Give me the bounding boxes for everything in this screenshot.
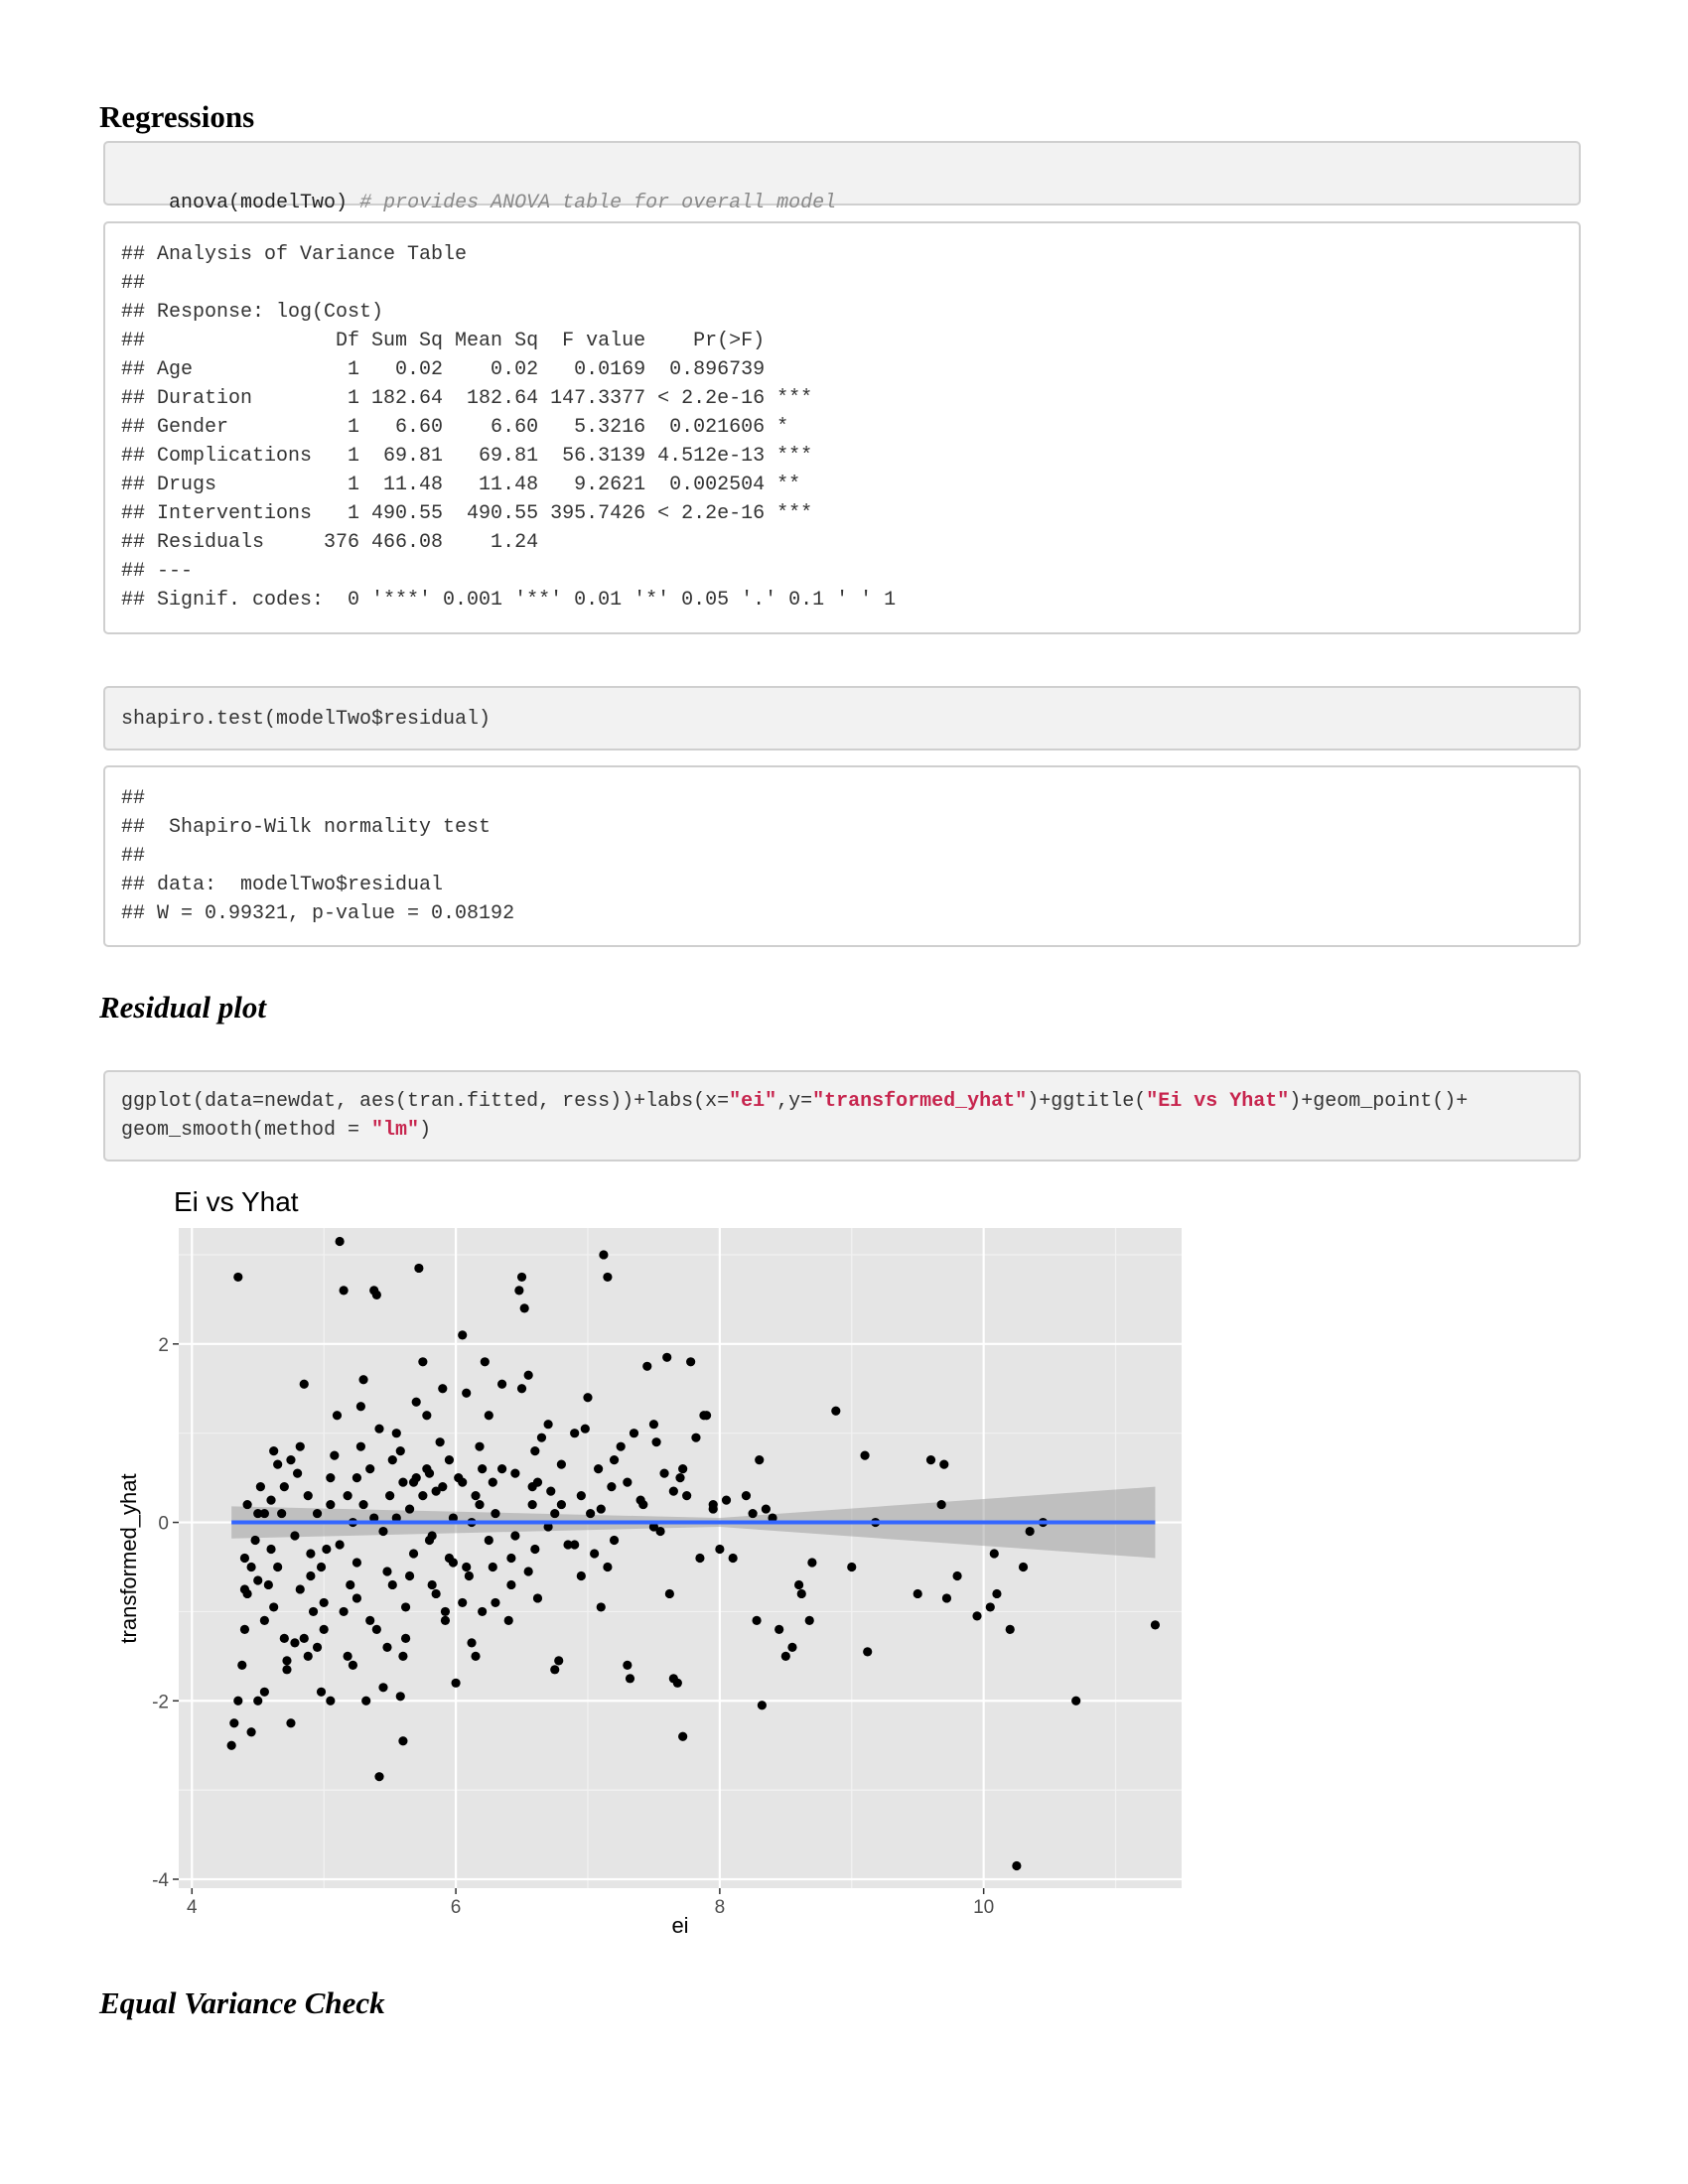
data-point: [626, 1674, 634, 1683]
data-point: [926, 1455, 935, 1464]
data-point: [418, 1357, 427, 1366]
data-point: [306, 1571, 315, 1580]
data-point: [385, 1491, 394, 1500]
data-point: [524, 1567, 533, 1575]
data-point: [401, 1602, 410, 1611]
data-point: [599, 1250, 608, 1259]
data-point: [405, 1571, 414, 1580]
data-point: [388, 1580, 397, 1589]
data-point: [530, 1545, 539, 1554]
data-point: [478, 1464, 487, 1473]
data-point: [762, 1504, 771, 1513]
data-point: [361, 1697, 370, 1706]
data-point: [1019, 1563, 1028, 1571]
data-point: [489, 1563, 497, 1571]
data-point: [506, 1554, 515, 1563]
data-point: [418, 1491, 427, 1500]
anova-output-line: ##: [121, 272, 146, 295]
data-point: [412, 1473, 421, 1482]
data-point: [382, 1567, 391, 1575]
data-point: [243, 1500, 252, 1509]
data-point: [471, 1491, 480, 1500]
data-point: [729, 1554, 738, 1563]
data-point: [623, 1478, 632, 1487]
data-point: [438, 1384, 447, 1393]
data-point: [352, 1473, 361, 1482]
data-point: [344, 1491, 352, 1500]
data-point: [1006, 1625, 1015, 1634]
data-point: [1071, 1697, 1080, 1706]
data-point: [489, 1478, 497, 1487]
data-point: [344, 1652, 352, 1661]
data-point: [939, 1460, 948, 1469]
data-point: [524, 1371, 533, 1380]
data-point: [260, 1616, 269, 1625]
data-point: [428, 1580, 437, 1589]
x-tick-label: 6: [450, 1897, 462, 1918]
data-point: [478, 1607, 487, 1616]
data-point: [313, 1509, 322, 1518]
data-point: [686, 1357, 695, 1366]
data-point: [546, 1487, 555, 1496]
data-point: [638, 1500, 647, 1509]
anova-output-line: ## Df Sum Sq Mean Sq F value Pr(>F): [121, 330, 766, 352]
data-point: [504, 1616, 513, 1625]
data-point: [237, 1661, 246, 1670]
data-point: [441, 1616, 450, 1625]
data-point: [491, 1598, 499, 1607]
data-point: [709, 1504, 718, 1513]
y-tick-label: -2: [152, 1692, 169, 1713]
data-point: [831, 1407, 840, 1416]
data-point: [557, 1500, 566, 1509]
data-point: [458, 1598, 467, 1607]
data-point: [300, 1634, 309, 1643]
data-point: [412, 1398, 421, 1407]
data-point: [570, 1540, 579, 1549]
data-point: [300, 1380, 309, 1389]
data-point: [432, 1589, 441, 1598]
data-point: [372, 1625, 381, 1634]
data-point: [748, 1509, 757, 1518]
shapiro-output-line: ## Shapiro-Wilk normality test: [121, 816, 492, 839]
data-point: [583, 1393, 592, 1402]
data-point: [662, 1353, 671, 1362]
data-point: [326, 1500, 335, 1509]
data-point: [277, 1509, 286, 1518]
data-point: [253, 1697, 262, 1706]
data-point: [517, 1384, 526, 1393]
anova-output-line: ## Duration 1 182.64 182.64 147.3377 < 2.2e-16 ***: [121, 387, 813, 410]
data-point: [755, 1455, 764, 1464]
data-point: [465, 1571, 474, 1580]
ggplot-line-1: ggplot(data=newdat, aes(tran.fitted, ress))+labs(x="ei",y="transformed_yhat")+ggtitle("Ei vs Yhat")+geom_point()+: [121, 1090, 1469, 1113]
data-point: [807, 1558, 816, 1567]
data-point: [937, 1500, 946, 1509]
y-axis-ticks: [152, 1335, 179, 1891]
data-point: [396, 1446, 405, 1455]
data-point: [462, 1563, 471, 1571]
data-point: [952, 1571, 961, 1580]
data-point: [577, 1571, 586, 1580]
anova-comment: # provides ANOVA table for overall model: [359, 192, 837, 214]
data-point: [378, 1683, 387, 1692]
anova-output-line: ## Response: log(Cost): [121, 301, 384, 324]
data-point: [240, 1584, 249, 1593]
data-point: [388, 1455, 397, 1464]
data-point: [428, 1531, 437, 1540]
data-point: [722, 1495, 731, 1504]
data-point: [409, 1549, 418, 1558]
data-point: [675, 1473, 684, 1482]
y-axis-label: transformed_yhat: [116, 1473, 141, 1644]
data-point: [475, 1442, 484, 1451]
data-point: [651, 1437, 660, 1446]
data-point: [233, 1273, 242, 1282]
data-point: [603, 1563, 612, 1571]
data-point: [304, 1652, 313, 1661]
data-point: [356, 1402, 365, 1411]
data-point: [356, 1442, 365, 1451]
data-point: [544, 1420, 553, 1429]
data-point: [590, 1549, 599, 1558]
data-point: [326, 1697, 335, 1706]
data-point: [577, 1491, 586, 1500]
data-point: [594, 1464, 603, 1473]
data-point: [229, 1718, 238, 1727]
data-point: [752, 1616, 761, 1625]
data-point: [422, 1411, 431, 1420]
data-point: [1151, 1620, 1160, 1629]
data-point: [382, 1643, 391, 1652]
anova-output-line: ## Gender 1 6.60 6.60 5.3216 0.021606 *: [121, 416, 789, 439]
data-point: [607, 1482, 616, 1491]
data-point: [438, 1482, 447, 1491]
data-point: [352, 1558, 361, 1567]
data-point: [485, 1536, 493, 1545]
data-point: [333, 1411, 342, 1420]
data-point: [673, 1679, 682, 1688]
data-point: [317, 1688, 326, 1697]
data-point: [610, 1536, 619, 1545]
anova-output-line: ## ---: [121, 560, 194, 583]
data-point: [256, 1482, 265, 1491]
data-point: [349, 1661, 357, 1670]
data-point: [702, 1411, 711, 1420]
data-point: [396, 1692, 405, 1701]
data-point: [269, 1446, 278, 1455]
anova-output-line: ## Interventions 1 490.55 490.55 395.7426 < 2.2e-16 ***: [121, 502, 813, 525]
data-point: [372, 1291, 381, 1299]
data-point: [322, 1545, 331, 1554]
residual-plot-heading: Residual plot: [99, 990, 266, 1024]
data-point: [550, 1509, 559, 1518]
y-tick-label: 2: [158, 1334, 169, 1356]
data-point: [491, 1509, 499, 1518]
data-point: [313, 1643, 322, 1652]
data-point: [260, 1509, 269, 1518]
data-point: [352, 1593, 361, 1602]
data-point: [425, 1469, 434, 1478]
data-point: [296, 1584, 305, 1593]
data-point: [623, 1661, 632, 1670]
data-point: [506, 1580, 515, 1589]
data-point: [449, 1558, 458, 1567]
data-point: [405, 1504, 414, 1513]
anova-call: anova(modelTwo): [169, 192, 349, 214]
data-point: [365, 1616, 374, 1625]
data-point: [530, 1446, 539, 1455]
data-point: [286, 1718, 295, 1727]
data-point: [533, 1593, 542, 1602]
data-point: [358, 1500, 367, 1509]
data-point: [758, 1701, 767, 1709]
x-tick-label: 10: [973, 1897, 995, 1918]
data-point: [610, 1455, 619, 1464]
data-point: [269, 1602, 278, 1611]
anova-output-line: ## Residuals 376 466.08 1.24: [121, 531, 539, 554]
data-point: [597, 1504, 606, 1513]
equal-variance-heading: Equal Variance Check: [99, 1985, 385, 2020]
data-point: [1026, 1527, 1035, 1536]
data-point: [240, 1625, 249, 1634]
data-point: [742, 1491, 751, 1500]
data-point: [340, 1607, 349, 1616]
data-point: [436, 1437, 445, 1446]
data-point: [392, 1429, 401, 1437]
shapiro-output-block: [103, 765, 1581, 947]
data-point: [481, 1357, 490, 1366]
data-point: [517, 1273, 526, 1282]
data-point: [794, 1580, 803, 1589]
data-point: [320, 1625, 329, 1634]
data-point: [374, 1425, 383, 1433]
data-point: [401, 1634, 410, 1643]
anova-output-line: ## Drugs 1 11.48 11.48 9.2621 0.002504 **: [121, 474, 801, 496]
data-point: [630, 1429, 638, 1437]
data-point: [510, 1531, 519, 1540]
data-point: [458, 1330, 467, 1339]
data-point: [528, 1500, 537, 1509]
data-point: [570, 1429, 579, 1437]
data-point: [280, 1482, 289, 1491]
data-point: [340, 1286, 349, 1295]
data-point: [550, 1665, 559, 1674]
data-point: [317, 1563, 326, 1571]
data-point: [682, 1491, 691, 1500]
data-point: [441, 1607, 450, 1616]
data-point: [485, 1411, 493, 1420]
data-point: [533, 1478, 542, 1487]
ggplot-line-2: geom_smooth(method = "lm"): [121, 1119, 432, 1142]
anova-output-block: [103, 221, 1581, 634]
anova-output-line: ## Signif. codes: 0 '***' 0.001 '**' 0.01 '*' 0.05 '.' 0.1 ' ' 1: [121, 589, 897, 612]
data-point: [510, 1469, 519, 1478]
data-point: [320, 1598, 329, 1607]
data-point: [398, 1652, 407, 1661]
y-tick-label: -4: [152, 1870, 169, 1892]
data-point: [597, 1602, 606, 1611]
data-point: [586, 1509, 595, 1518]
data-point: [233, 1697, 242, 1706]
data-point: [914, 1589, 922, 1598]
anova-output-line: ## Age 1 0.02 0.02 0.0169 0.896739: [121, 358, 766, 381]
data-point: [240, 1554, 249, 1563]
data-point: [336, 1237, 345, 1246]
anova-code-block: [103, 141, 1581, 214]
data-point: [462, 1389, 471, 1398]
data-point: [290, 1638, 299, 1647]
shapiro-output-line: ##: [121, 845, 146, 868]
data-point: [282, 1665, 291, 1674]
ggplot-code-block: [103, 1070, 1581, 1161]
data-point: [253, 1575, 262, 1584]
data-point: [286, 1455, 295, 1464]
data-point: [659, 1469, 668, 1478]
data-point: [992, 1589, 1001, 1598]
data-point: [458, 1478, 467, 1487]
data-point: [358, 1375, 367, 1384]
data-point: [557, 1460, 566, 1469]
anova-output-line: ## Analysis of Variance Table: [121, 243, 468, 266]
data-point: [227, 1741, 236, 1750]
data-point: [293, 1469, 302, 1478]
data-point: [365, 1464, 374, 1473]
data-point: [986, 1602, 995, 1611]
data-point: [246, 1563, 255, 1571]
data-point: [695, 1554, 704, 1563]
x-axis-label: ei: [671, 1913, 689, 1938]
shapiro-code-block: [103, 686, 1581, 751]
data-point: [445, 1455, 454, 1464]
data-point: [774, 1625, 783, 1634]
shapiro-output-line: ##: [121, 787, 146, 810]
y-tick-label: 0: [158, 1513, 169, 1535]
data-point: [805, 1616, 814, 1625]
data-point: [282, 1656, 291, 1665]
data-point: [603, 1273, 612, 1282]
regressions-heading: Regressions: [99, 99, 255, 134]
data-point: [860, 1451, 869, 1460]
data-point: [520, 1303, 529, 1312]
shapiro-call: shapiro.test(modelTwo$residual): [121, 708, 492, 731]
data-point: [398, 1736, 407, 1745]
data-point: [296, 1442, 305, 1451]
data-point: [787, 1643, 796, 1652]
data-point: [374, 1772, 383, 1781]
data-point: [497, 1380, 506, 1389]
data-point: [554, 1656, 563, 1665]
data-point: [246, 1727, 255, 1736]
data-point: [665, 1589, 674, 1598]
data-point: [581, 1425, 590, 1433]
data-point: [306, 1549, 315, 1558]
data-point: [280, 1634, 289, 1643]
residual-scatter-plot: [99, 1176, 1201, 1946]
data-point: [336, 1540, 345, 1549]
data-point: [678, 1732, 687, 1741]
data-point: [264, 1580, 273, 1589]
data-point: [273, 1460, 282, 1469]
data-point: [715, 1545, 724, 1554]
data-point: [290, 1531, 299, 1540]
data-point: [691, 1433, 700, 1442]
data-point: [378, 1527, 387, 1536]
data-point: [250, 1536, 259, 1545]
data-point: [346, 1580, 354, 1589]
data-point: [471, 1652, 480, 1661]
data-point: [326, 1473, 335, 1482]
data-point: [497, 1464, 506, 1473]
data-point: [797, 1589, 806, 1598]
data-point: [475, 1500, 484, 1509]
x-tick-label: 4: [187, 1897, 198, 1918]
data-point: [537, 1433, 546, 1442]
data-point: [330, 1451, 339, 1460]
data-point: [514, 1286, 523, 1295]
data-point: [309, 1607, 318, 1616]
data-point: [398, 1478, 407, 1487]
x-tick-label: 8: [714, 1897, 726, 1918]
data-point: [273, 1563, 282, 1571]
data-point: [847, 1563, 856, 1571]
x-axis-ticks: [187, 1888, 994, 1918]
data-point: [1012, 1861, 1021, 1870]
data-point: [942, 1593, 951, 1602]
chart-title: Ei vs Yhat: [174, 1186, 299, 1217]
shapiro-output-line: ## data: modelTwo$residual: [121, 874, 444, 896]
data-point: [266, 1545, 275, 1554]
data-point: [260, 1688, 269, 1697]
data-point: [414, 1264, 423, 1273]
data-point: [266, 1495, 275, 1504]
data-point: [649, 1420, 658, 1429]
data-point: [451, 1679, 460, 1688]
data-point: [617, 1442, 626, 1451]
anova-output-line: ## Complications 1 69.81 69.81 56.3139 4.512e-13 ***: [121, 445, 813, 468]
data-point: [642, 1362, 651, 1371]
shapiro-output-line: ## W = 0.99321, p-value = 0.08192: [121, 902, 515, 925]
data-point: [863, 1647, 872, 1656]
data-point: [781, 1652, 790, 1661]
plot-panel: [179, 1228, 1182, 1888]
data-point: [467, 1638, 476, 1647]
data-point: [669, 1487, 678, 1496]
data-point: [304, 1491, 313, 1500]
data-point: [972, 1611, 981, 1620]
data-point: [678, 1464, 687, 1473]
data-point: [990, 1549, 999, 1558]
